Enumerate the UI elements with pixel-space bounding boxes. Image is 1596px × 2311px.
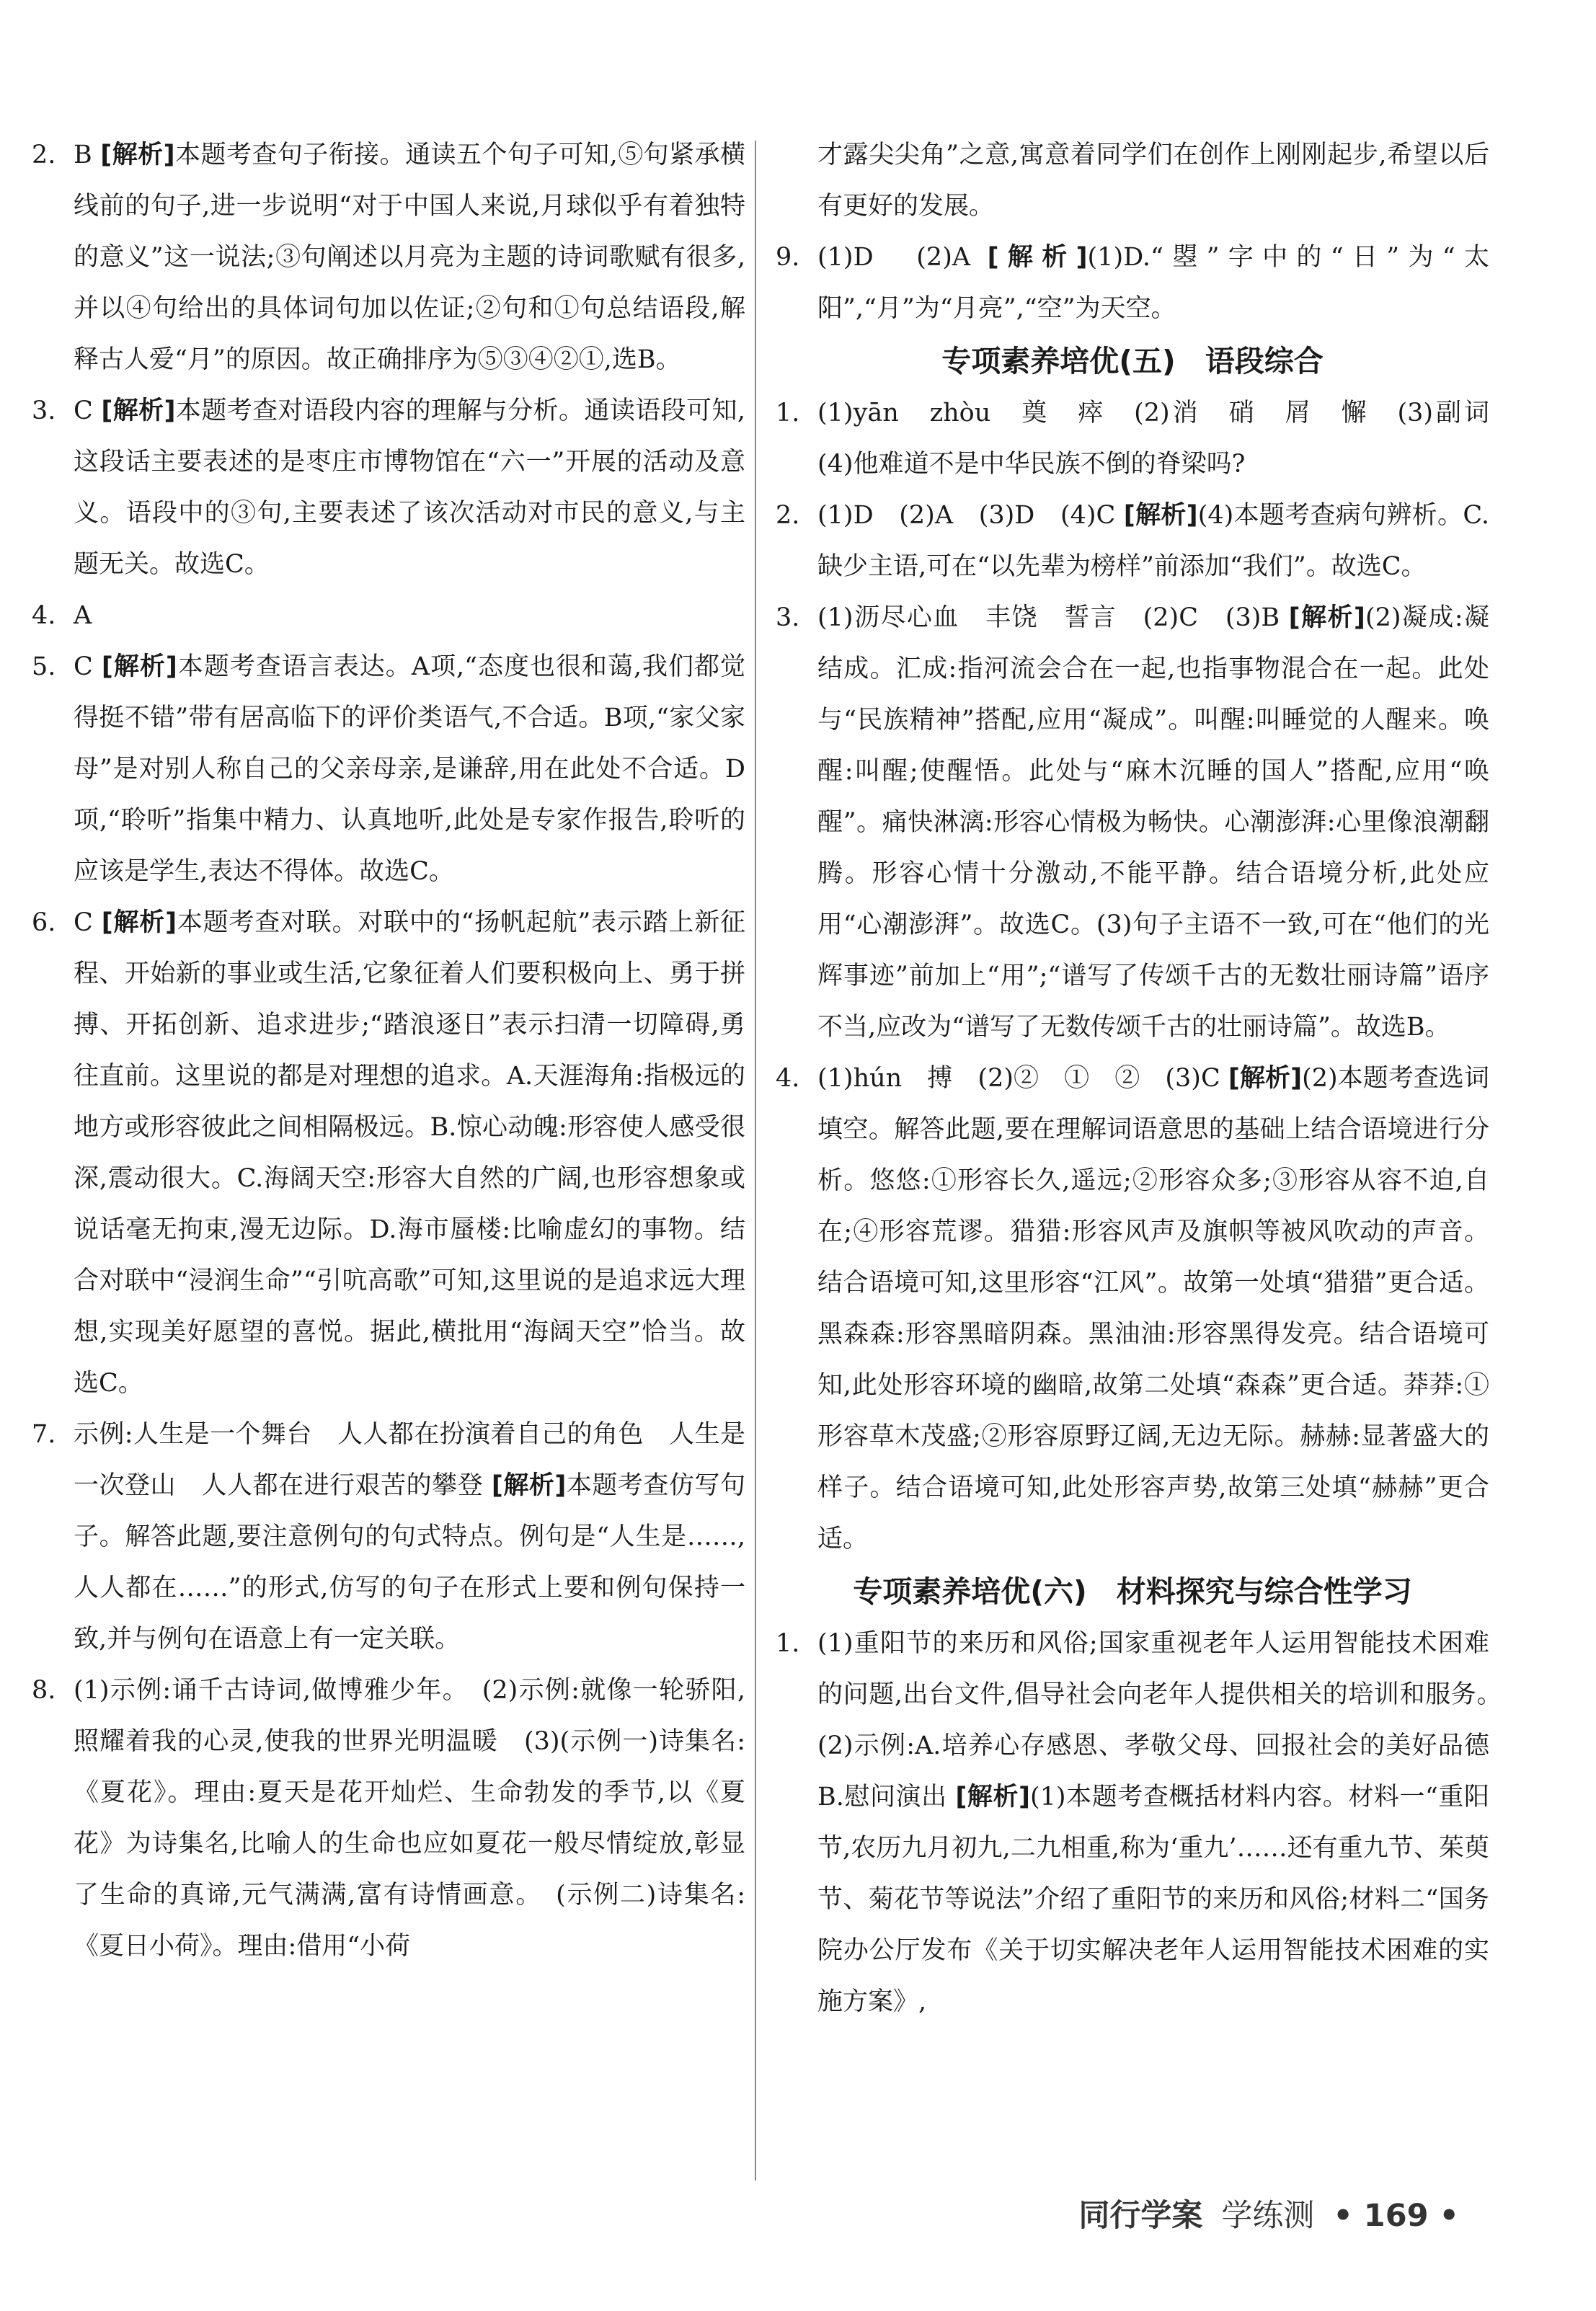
item-number: 5.	[32, 652, 56, 681]
answer-item-2	[32, 130, 745, 386]
answer-item-8	[32, 1665, 745, 1972]
footer-brand: 同行学案	[1078, 2198, 1203, 2234]
item-number: 3.	[32, 396, 56, 425]
item-text: 本题考查对语段内容的理解与分析。通读语段可知,这段话主要表述的是枣庄市博物馆在“六一”开展的活动及意义。语段中的③句,主要表述了该次活动对市民的意义,与主题无关。故选C。	[74, 396, 745, 579]
item-lead: C	[74, 908, 102, 937]
analysis-tag: [解析]	[1288, 603, 1365, 632]
item-number: 2.	[776, 501, 800, 530]
item-number: 1.	[776, 399, 800, 427]
item-text: 才露尖尖角”之意,寓意着同学们在创作上刚刚起步,希望以后有更好的发展。	[817, 141, 1489, 221]
item-number: 2.	[32, 141, 56, 169]
page-number: • 169 •	[1333, 2198, 1459, 2234]
footer-subtitle: 学练测	[1221, 2198, 1315, 2234]
item-text: (2)本题考查选词填空。解答此题,要在理解词语意思的基础上结合语境进行分析。悠悠:①形容长久,遥远;②形容众多;③形容从容不迫,自在;④形容荒谬。猎猎:形容风声及旗帜等被风吹动的声音。结合语境可知,这里形容“江风”。故第一处填“猎猎”更合适。黑森森:形容黑暗阴森。黑油油:形容黑得发亮。结合语境可知,此处形容环境的幽暗,故第二处填“森森”更合适。莽莽:①形容草木茂盛;②形容原野辽阔,无边无际。赫赫:显著盛大的样子。结合语境可知,此处形容声势,故第三处填“赫赫”更合适。	[817, 1064, 1489, 1553]
item-lead: (1)沥尽心血 丰饶 誓言 (2)C (3)B	[817, 603, 1289, 632]
section5-item-3	[776, 593, 1489, 1053]
section6-item-1	[776, 1618, 1515, 2028]
item-text: (1)D.“曌”字中的“日”为“太阳”,“月”为“月亮”,“空”为天空。	[817, 243, 1490, 323]
item-number: 4.	[32, 601, 56, 630]
item-lead: (1)重阳节的来历和风俗;国家重视老年人运用智能技术困难的问题,出台文件,倡导社会向老年人提供相关的培训和服务。 (2)示例:A.培养心存感恩、孝敬父母、回报社会的美好品德 B.慰问演出	[817, 1629, 1515, 1811]
answer-item-4	[32, 590, 745, 642]
analysis-tag: [解析]	[1123, 501, 1198, 530]
item-number: 9.	[776, 243, 800, 272]
item-number: 4.	[776, 1064, 800, 1093]
analysis-tag: [解析]	[987, 243, 1088, 272]
section-title-6: 专项素养培优(六) 材料探究与综合性学习	[853, 1574, 1412, 1609]
item-number: 7.	[32, 1420, 56, 1449]
analysis-tag: [解析]	[1228, 1064, 1303, 1093]
section5-item-1	[776, 388, 1515, 490]
section5-item-2	[776, 490, 1489, 593]
item-number: 6.	[32, 908, 56, 937]
item-text: (2)凝成:凝结成。汇成:指河流会合在一起,也指事物混合在一起。此处与“民族精神”搭配,应用“凝成”。叫醒:叫睡觉的人醒来。唤醒:叫醒;使醒悟。此处与“麻木沉睡的国人”搭配,应用“唤醒”。痛快淋漓:形容心情极为畅快。心潮澎湃:心里像浪潮翻腾。形容心情十分激动,不能平静。结合语境分析,此处应用“心潮澎湃”。故选C。(3)句子主语不一致,可在“他们的光辉事迹”前加上“用”;“谱写了传颂千古的无数壮丽诗篇”语序不当,应改为“谱写了无数传颂千古的壮丽诗篇”。故选B。	[817, 603, 1489, 1042]
analysis-tag: [解析]	[491, 1471, 567, 1500]
analysis-tag: [解析]	[955, 1783, 1030, 1811]
item-text: (1)示例:诵千古诗词,做博雅少年。 (2)示例:就像一轮骄阳,照耀着我的心灵,使我的世界光明温暖 (3)(示例一)诗集名:《夏花》。理由:夏天是花开灿烂、生命勃发的季节,以《夏花》为诗集名,比喻人的生命也应如夏花一般尽情绽放,彰显了生命的真谛,元气满满,富有诗情画意。 (示例二)诗集名:《夏日小荷》。理由:借用“小荷	[74, 1676, 745, 1961]
item-lead: C	[74, 396, 102, 425]
item-lead: B	[74, 141, 101, 169]
section5-item-4	[776, 1053, 1489, 1565]
item-text: 本题考查语言表达。A项,“态度也很和蔼,我们都觉得挺不错”带有居高临下的评价类语气,不合适。B项,“家父家母”是对别人称自己的父亲母亲,是谦辞,用在此处不合适。D项,“聆听”指集中精力、认真地听,此处是专家作报告,聆听的应该是学生,表达不得体。故选C。	[74, 652, 746, 886]
answer-item-8-continued	[776, 130, 1489, 232]
item-lead: A	[74, 601, 92, 630]
item-lead: (1)hún 搏 (2)② ① ② (3)C	[817, 1064, 1228, 1093]
item-text: (1)yān zhòu 奠 瘁 (2)消 硝 屑 懈 (3)副词 (4)他难道不是中华民族不倒的脊梁吗?	[817, 399, 1515, 479]
item-lead: 示例:人生是一个舞台 人人都在扮演着自己的角色 人生是一次登山 人人都在进行艰苦的攀登	[74, 1420, 745, 1500]
item-text: (4)本题考查病句辨析。C.缺少主语,可在“以先辈为榜样”前添加“我们”。故选C。	[817, 501, 1489, 581]
item-text: 本题考查句子衔接。通读五个句子可知,⑤句紧承横线前的句子,进一步说明“对于中国人来说,月球似乎有着独特的意义”这一说法;③句阐述以月亮为主题的诗词歌赋有很多,并以④句给出的具体词句加以佐证;②句和①句总结语段,解释古人爱“月”的原因。故正确排序为⑤③④②①,选B。	[74, 141, 745, 374]
right-column	[776, 130, 1515, 2028]
section-title-5: 专项素养培优(五) 语段综合	[941, 344, 1324, 378]
item-lead: (1)D (2)A	[817, 243, 988, 272]
item-text: 本题考查仿写句子。解答此题,要注意例句的句式特点。例句是“人生是……,人人都在……”的形式,仿写的句子在形式上要和例句保持一致,并与例句在语意上有一定关联。	[74, 1471, 745, 1654]
item-lead: (1)D (2)A (3)D (4)C	[817, 501, 1124, 530]
analysis-tag: [解析]	[100, 141, 175, 169]
answer-item-7	[32, 1409, 745, 1665]
analysis-tag: [解析]	[101, 396, 176, 425]
item-text: (1)本题考查概括材料内容。材料一“重阳节,农历九月初九,二九相重,称为‘重九’……还有重九节、茱萸节、菊花节等说法”介绍了重阳节的来历和风俗;材料二“国务院办公厅发布《关于切实解决老年人运用智能技术困难的实施方案》,	[817, 1783, 1489, 2016]
item-number: 3.	[776, 603, 800, 632]
item-number: 1.	[776, 1629, 800, 1658]
item-lead: C	[74, 652, 102, 681]
answer-item-5	[32, 642, 745, 897]
analysis-tag: [解析]	[101, 908, 177, 937]
item-text: 本题考查对联。对联中的“扬帆起航”表示踏上新征程、开始新的事业或生活,它象征着人们要积极向上、勇于拼搏、开拓创新、追求进步;“踏浪逐日”表示扫清一切障碍,勇往直前。这里说的都是对理想的追求。A.天涯海角:指极远的地方或形容彼此之间相隔极远。B.惊心动魄:形容使人感受很深,震动很大。C.海阔天空:形容大自然的广阔,也形容想象或说话毫无拘束,漫无边际。D.海市蜃楼:比喻虚幻的事物。结合对联中“浸润生命”“引吭高歌”可知,这里说的是追求远大理想,实现美好愿望的喜悦。据此,横批用“海阔天空”恰当。故选C。	[74, 908, 745, 1398]
column-divider	[755, 141, 756, 2181]
answer-item-6	[32, 897, 745, 1409]
answer-item-9	[776, 232, 1489, 334]
answer-item-3	[32, 386, 745, 590]
analysis-tag: [解析]	[101, 652, 177, 681]
page-footer	[1078, 2191, 1459, 2235]
left-column	[32, 130, 745, 1972]
item-number: 8.	[32, 1676, 56, 1705]
